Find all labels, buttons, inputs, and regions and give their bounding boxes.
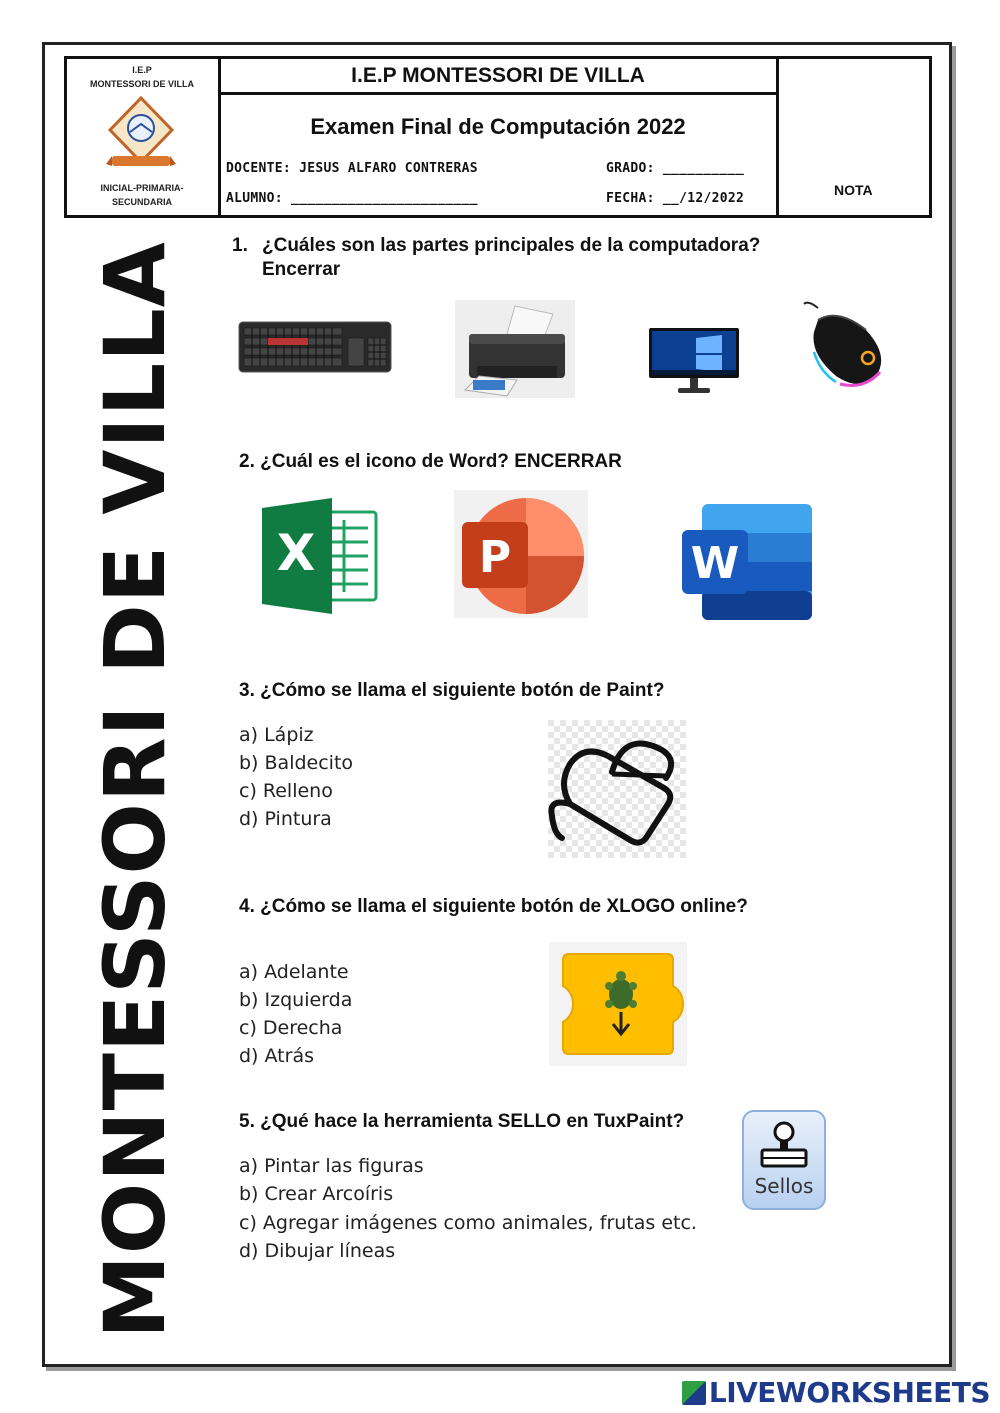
- side-banner: [70, 241, 200, 1339]
- q3-option-d[interactable]: d) Pintura: [239, 808, 332, 830]
- q3-option-a[interactable]: a) Lápiz: [239, 724, 314, 746]
- stamp-icon: [758, 1120, 810, 1174]
- word-icon[interactable]: [682, 504, 814, 620]
- q5-text: 5. ¿Qué hace la herramienta SELLO en TuxPaint?: [239, 1111, 685, 1132]
- powerpoint-icon[interactable]: [454, 490, 588, 618]
- sellos-button: [742, 1110, 826, 1210]
- q4-option-b[interactable]: b) Izquierda: [239, 989, 353, 1011]
- logo-top-text: I.E.P: [132, 65, 152, 75]
- logo-name-text: MONTESSORI DE VILLA: [89, 79, 194, 89]
- xlogo-turtle-back-icon: [549, 942, 687, 1066]
- header-divider-right: [776, 56, 779, 218]
- q3-text: 3. ¿Cómo se llama el siguiente botón de Paint?: [239, 680, 665, 701]
- q4-option-c[interactable]: c) Derecha: [239, 1017, 343, 1039]
- header-divider-left: [218, 56, 221, 218]
- q5-option-c[interactable]: c) Agregar imágenes como animales, frutas etc.: [239, 1212, 697, 1234]
- liveworksheets-text: LIVEWORKSHEETS: [708, 1376, 990, 1409]
- school-logo-icon: [104, 94, 178, 178]
- fecha-field[interactable]: FECHA: __/12/2022: [606, 191, 745, 206]
- grado-field[interactable]: GRADO: __________: [606, 161, 745, 176]
- logo-bottom-2: SECUNDARIA: [111, 197, 172, 207]
- liveworksheets-icon: [682, 1381, 706, 1405]
- q3-option-b[interactable]: b) Baldecito: [239, 752, 354, 774]
- q1-number: 1.: [232, 235, 248, 256]
- school-title: I.E.P MONTESSORI DE VILLA: [351, 64, 645, 87]
- q5-option-a[interactable]: a) Pintar las figuras: [239, 1155, 424, 1177]
- q5-option-b[interactable]: b) Crear Arcoíris: [239, 1183, 394, 1205]
- alumno-field[interactable]: ALUMNO: _______________________: [226, 191, 478, 206]
- q2-text: 2. ¿Cuál es el icono de Word? ENCERRAR: [239, 451, 622, 472]
- powerpoint-letter: P: [478, 532, 512, 583]
- mouse-icon[interactable]: [800, 300, 890, 390]
- excel-letter: X: [276, 524, 316, 582]
- docente-field: DOCENTE: JESUS ALFARO CONTRERAS: [226, 161, 478, 176]
- liveworksheets-logo: [682, 1376, 990, 1409]
- q5-option-d[interactable]: d) Dibujar líneas: [239, 1240, 396, 1262]
- paint-bucket-icon: [548, 720, 686, 858]
- q1-text-2: Encerrar: [262, 259, 341, 280]
- sellos-label: Sellos: [754, 1174, 814, 1198]
- printer-icon[interactable]: [455, 300, 575, 398]
- q3-option-c[interactable]: c) Relleno: [239, 780, 333, 802]
- monitor-icon[interactable]: [648, 326, 740, 396]
- q4-text: 4. ¿Cómo se llama el siguiente botón de XLOGO online?: [239, 896, 748, 917]
- logo-bottom-1: INICIAL-PRIMARIA-: [100, 183, 184, 193]
- excel-icon[interactable]: [262, 498, 380, 614]
- q4-option-d[interactable]: d) Atrás: [239, 1045, 314, 1067]
- q1-text: ¿Cuáles son las partes principales de la computadora?: [262, 235, 761, 256]
- word-letter: W: [690, 538, 740, 589]
- nota-label: NOTA: [834, 182, 873, 198]
- q4-option-a[interactable]: a) Adelante: [239, 961, 349, 983]
- exam-title: Examen Final de Computación 2022: [310, 114, 686, 139]
- keyboard-icon[interactable]: [238, 318, 392, 376]
- side-banner-text: MONTESSORI DE VILLA: [86, 241, 184, 1339]
- header-divider-row: [218, 92, 778, 95]
